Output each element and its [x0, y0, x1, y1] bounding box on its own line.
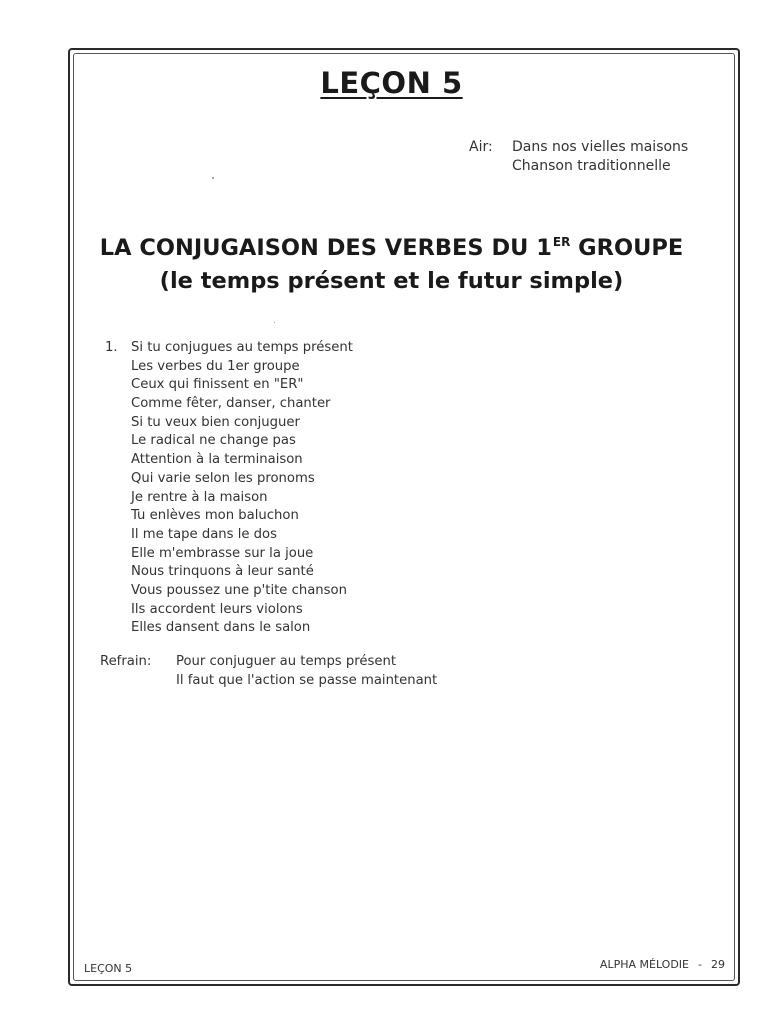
lesson-title-text: LEÇON 5 — [320, 66, 463, 100]
verse-line: Qui varie selon les pronoms — [131, 470, 315, 486]
main-title-line-1-end: GROUPE — [570, 235, 684, 261]
air-line: Chanson traditionnelle — [512, 158, 671, 174]
verse-line: Si tu veux bien conjuguer — [131, 414, 300, 430]
verse-lines — [131, 339, 353, 638]
main-title — [0, 226, 783, 298]
lesson-title — [0, 66, 783, 100]
main-title-line-1-text: LA CONJUGAISON DES VERBES DU 1 — [99, 235, 552, 261]
verse-line: Elle m'embrasse sur la joue — [131, 545, 314, 561]
footer-page-info — [600, 958, 725, 971]
verse-line: Les verbes du 1er groupe — [131, 358, 300, 374]
print-speck — [274, 322, 275, 323]
refrain-line: Pour conjuguer au temps présent — [176, 654, 397, 669]
verse-line: Vous poussez une p'tite chanson — [131, 582, 347, 598]
air-line: Dans nos vielles maisons — [512, 139, 689, 155]
verse-line: Comme fêter, danser, chanter — [131, 396, 331, 412]
footer-book-title: ALPHA MÉLODIE — [599, 958, 690, 971]
main-title-line-2: (le temps présent et le futur simple) — [159, 268, 624, 294]
air-lines — [512, 138, 688, 176]
verse-line: Je rentre à la maison — [131, 489, 268, 505]
verse-line: Elles dansent dans le salon — [131, 620, 311, 636]
verse-line: Ceux qui finissent en "ER" — [131, 377, 304, 393]
verse-line: Attention à la terminaison — [131, 452, 303, 468]
verse-line: Ils accordent leurs violons — [131, 601, 303, 617]
verse-line: Il me tape dans le dos — [131, 526, 277, 542]
verse-line: Tu enlèves mon baluchon — [131, 508, 299, 524]
footer-page-number: 29 — [711, 958, 725, 971]
verse-number: 1. — [105, 340, 118, 355]
verse-line: Si tu conjugues au temps présent — [131, 340, 353, 355]
print-speck — [212, 177, 214, 179]
footer-lesson: LEÇON 5 — [84, 962, 133, 975]
main-title-superscript: ER — [552, 235, 571, 249]
verse-line: Le radical ne change pas — [131, 433, 296, 449]
refrain-lines — [176, 653, 437, 690]
footer-separator: - — [698, 958, 702, 971]
refrain-label: Refrain: — [100, 654, 152, 669]
main-title-line-1 — [0, 226, 783, 265]
air-label: Air: — [469, 139, 493, 155]
verse-line: Nous trinquons à leur santé — [131, 564, 314, 580]
refrain-line: Il faut que l'action se passe maintenant — [176, 672, 438, 688]
